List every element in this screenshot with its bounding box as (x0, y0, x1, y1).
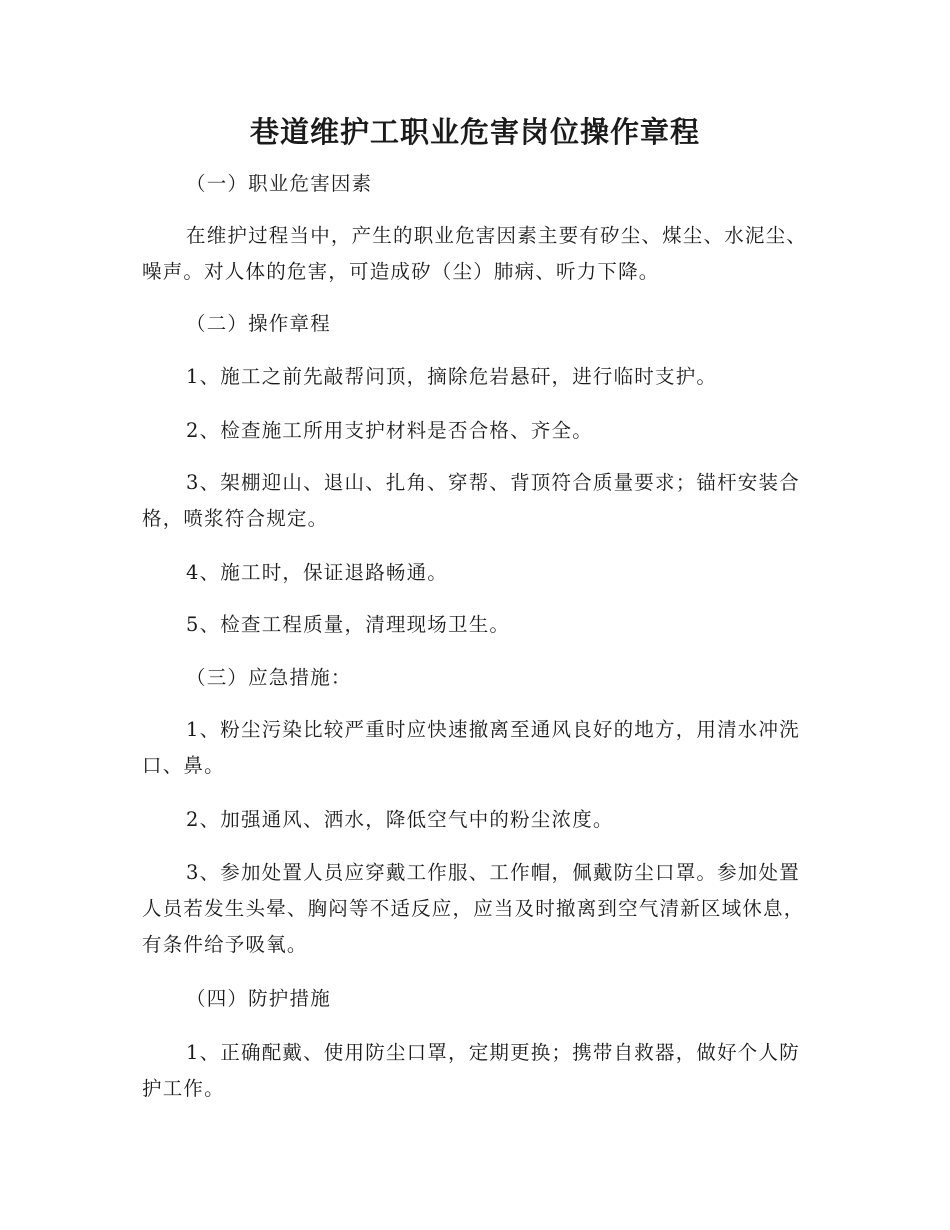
section-heading-operating-rules: （二）操作章程 (186, 312, 331, 335)
paragraph-emergency-1: 1、粉尘污染比较严重时应快速撤离至通风良好的地方，用清水冲洗口、鼻。 (142, 718, 800, 777)
paragraph-rule-1: 1、施工之前先敲帮问顶，摘除危岩悬矸，进行临时支护。 (186, 365, 718, 388)
section-heading-occupational-hazards: （一）职业危害因素 (186, 172, 373, 195)
paragraph-protection-1: 1、正确配戴、使用防尘口罩，定期更换；携带自救器，做好个人防护工作。 (142, 1041, 800, 1100)
section-heading-emergency-measures: （三）应急措施： (186, 666, 352, 689)
paragraph-emergency-3: 3、参加处置人员应穿戴工作服、工作帽，佩戴防尘口罩。参加处置人员若发生头晕、胸闷等不适反应，应当及时撤离到空气清新区域休息，有条件给予吸氧。 (142, 861, 805, 956)
section-heading-protective-measures: （四）防护措施 (186, 987, 331, 1010)
paragraph-rule-4: 4、施工时，保证退路畅通。 (186, 561, 449, 584)
paragraph-rule-5: 5、检查工程质量，清理现场卫生。 (186, 613, 511, 636)
paragraph-hazard-description: 在维护过程当中，产生的职业危害因素主要有矽尘、煤尘、水泥尘、噪声。对人体的危害，可造成矽（尘）肺病、听力下降。 (142, 224, 808, 283)
paragraph-rule-3: 3、架棚迎山、退山、扎角、穿帮、背顶符合质量要求；锚杆安装合格，喷浆符合规定。 (142, 471, 800, 530)
paragraph-emergency-2: 2、加强通风、洒水，降低空气中的粉尘浓度。 (186, 808, 614, 831)
document-title: 巷道维护工职业危害岗位操作章程 (249, 115, 700, 149)
paragraph-rule-2: 2、检查施工所用支护材料是否合格、齐全。 (186, 419, 593, 442)
